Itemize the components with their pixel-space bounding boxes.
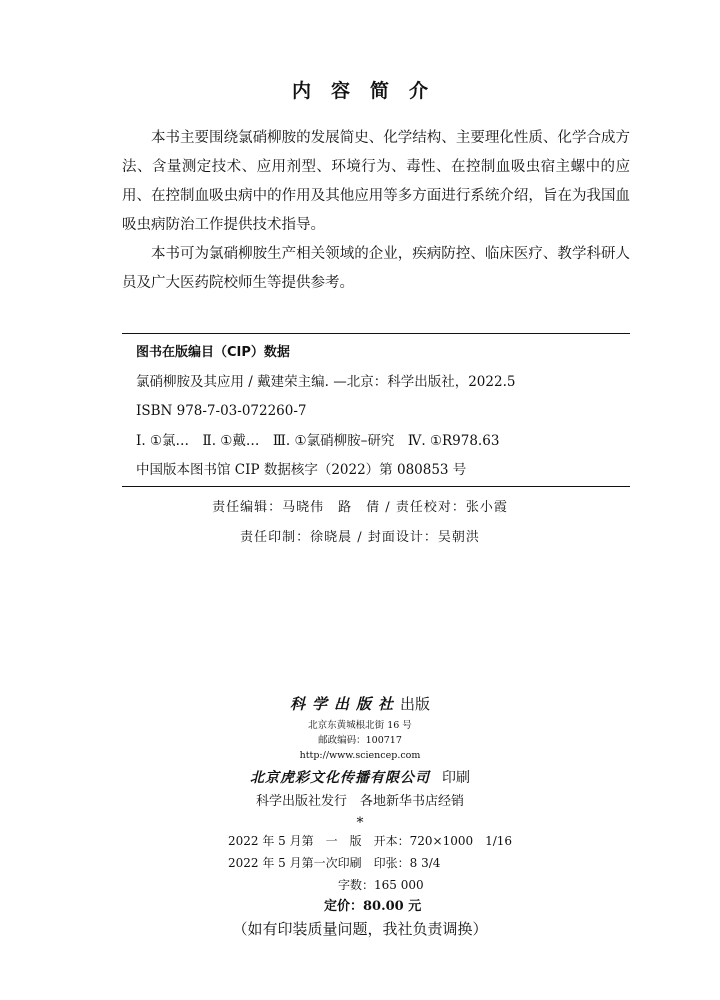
publisher-name: 科学出版社 — [289, 695, 400, 713]
imprint-block — [0, 690, 720, 833]
printer-name: 北京虎彩文化传播有限公司 — [250, 770, 430, 786]
quality-notice: （如有印装质量问题，我社负责调换） — [232, 920, 488, 938]
publisher-website: http://www.sciencep.com — [299, 750, 421, 761]
publisher-line — [0, 690, 720, 718]
summary-body — [122, 124, 630, 298]
cip-record: 氯硝柳胺及其应用 / 戴建荣主编. —北京：科学出版社，2022.5 — [136, 373, 516, 390]
edition-line: 2022 年 5 月第 一 版 开本：720×1000 1/16 — [228, 834, 513, 848]
cip-top-rule — [122, 333, 630, 334]
spec-block — [228, 830, 568, 918]
summary-paragraph: 本书主要围绕氯硝柳胺的发展简史、化学结构、主要理化性质、化学合成方法、含量测定技术、应用剂型、环境行为、毒性、在控制血吸虫宿主螺中的应用、在控制血吸虫病中的作用及其他应用等多方面进行系统介绍，旨在为我国血吸虫病防治工作提供技术指导。 — [122, 130, 630, 233]
cip-data-block — [136, 338, 626, 486]
word-count: 字数：165 000 — [338, 878, 424, 892]
summary-title: 内容简介 — [291, 80, 448, 102]
publisher-suffix: 出版 — [400, 695, 431, 713]
printing-line: 2022 年 5 月第一次印刷 印张：8 3/4 — [228, 856, 441, 870]
cip-heading: 图书在版编目（CIP）数据 — [136, 345, 290, 360]
printer-line — [0, 765, 720, 791]
publisher-address: 北京东黄城根北街 16 号 — [308, 720, 412, 731]
summary-paragraph: 本书可为氯硝柳胺生产相关领域的企业，疾病防控、临床医疗、教学科研人员及广大医药院校师生等提供参考。 — [122, 246, 630, 291]
distribution-line: 科学出版社发行 各地新华书店经销 — [255, 794, 464, 809]
separator-asterisk: * — [356, 815, 364, 831]
publisher-postcode: 邮政编码：100717 — [318, 735, 402, 746]
price: 定价：80.00 元 — [324, 899, 422, 914]
cip-verification: 中国版本图书馆 CIP 数据核字（2022）第 080853 号 — [136, 462, 467, 478]
cip-bottom-rule — [122, 486, 630, 487]
cip-isbn: ISBN 978-7-03-072260-7 — [136, 403, 307, 419]
editorial-staff-line: 责任编辑：马晓伟 路 倩 / 责任校对：张小霞 — [212, 500, 508, 515]
production-staff-line: 责任印制：徐晓晨 / 封面设计：吴朝洪 — [240, 530, 480, 545]
cip-classification: Ⅰ. ①氯… Ⅱ. ①戴… Ⅲ. ①氯硝柳胺–研究 Ⅳ. ①R978.63 — [136, 432, 500, 449]
printer-suffix: 印刷 — [442, 770, 470, 786]
